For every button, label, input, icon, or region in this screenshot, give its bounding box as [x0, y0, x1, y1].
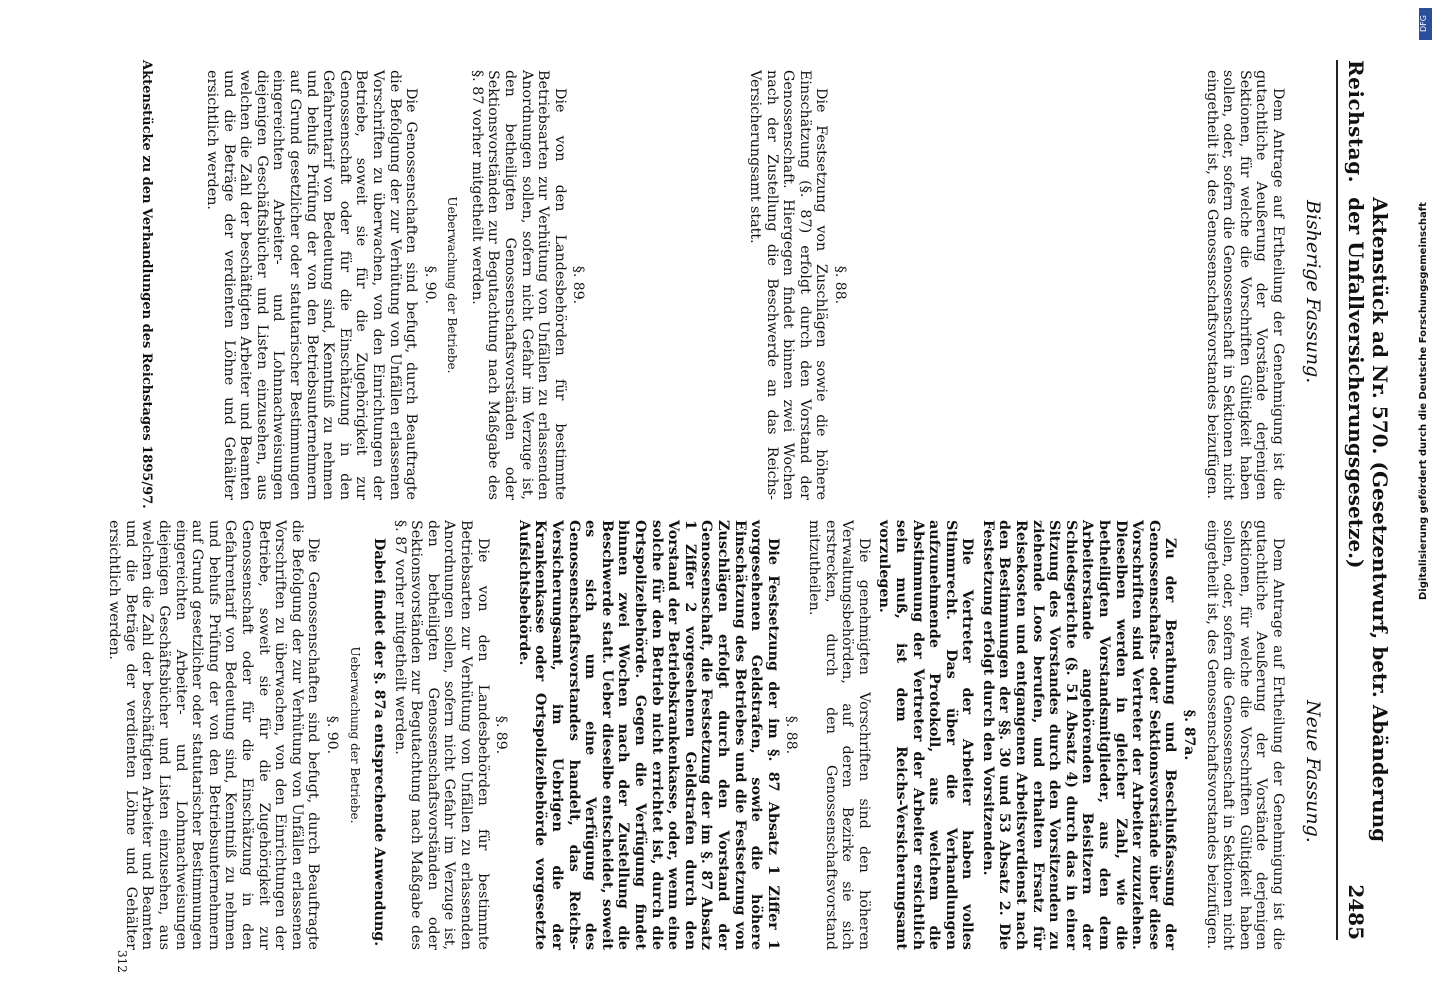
- left-s89-title: §. 89.: [570, 265, 587, 305]
- left-s88-text: Die Festsetzung von Zuschlägen sowie die höhere Einschätzung (§. 87) erfolgt durch den Vorstand der Genossenschaft. Hiergegen findet binnen zwei Wochen nach der Zustellung die Beschwerde an das Reichs-Versicherungsamt statt.: [747, 70, 830, 500]
- right-s89-text2: Dabei findet der §. 87a entsprechende Anwendung.: [371, 538, 388, 947]
- left-column-heading: Bisherige Fassung.: [1302, 200, 1324, 384]
- right-s87a-text3: Die genehmigten Vorschriften sind den höheren Verwaltungsbehörden, auf deren Bezirke sie sich erstrecken, durch den Genossenschaftsvorstand mitzutheilen.: [805, 520, 872, 950]
- left-intro: Dem Antrage auf Ertheilung der Genehmigung ist die gutachtliche Aeußerung der Vorstände derjenigen Sektionen, für welche die Vorschriften Gültigkeit haben sollen, oder, sofern die Genossenschaft in Sektionen nicht eingetheilt ist, des Genossenschaftsvorstandes beizufügen.: [1203, 70, 1286, 500]
- right-s87a-title: §. 87a.: [1181, 709, 1198, 761]
- page-footer: Aktenstücke zu den Verhandlungen des Reichstages 1895/97.: [139, 60, 154, 509]
- right-sub-heading: Ueberwachung der Betriebe.: [347, 646, 362, 824]
- dfg-notice: Digitalisierung gefördert durch die Deutsche Forschungsgemeinschaft: [1418, 202, 1429, 600]
- right-intro: Dem Antrage auf Ertheilung der Genehmigung ist die gutachtliche Aeußerung der Vorstände derjenigen Sektionen, für welche die Vorschriften Gültigkeit haben sollen, oder, sofern die Genossenschaft in Sektionen nicht eingetheilt ist, des Genossenschaftsvorstandes beizufügen.: [1203, 520, 1286, 950]
- right-s87a-text2: Die Vertreter der Arbeiter haben volles Stimmrecht. Das über die Verhandlungen aufzunehmende Protokoll, aus welchem die Abstimmung der Vertreter der Arbeiter ersichtlich sein muß, ist dem Reichs-Versicherungsamt vorzulegen.: [876, 520, 976, 950]
- right-s88-title: §. 88.: [783, 715, 800, 755]
- header-title: Aktenstück ad Nr. 570. (Gesetzentwurf, betr. Abänderung der Unfallversicherungsgesetze.): [1344, 197, 1392, 843]
- right-s90-text: Die Genossenschaften sind befugt, durch Beauftragte die Befolgung der zur Verhütung von Unfällen erlassenen Vorschriften zu überwachen, von den Einrichtungen der Betriebe, soweit sie für die Zugehörigkeit zur Genossenschaft oder für die Einschätzung in den Gefahrentarif von Bedeutung sind, Kenntniß zu nehmen und behufs Prüfung der von den Betriebsunternehmern auf Grund gesetzlicher oder statutarischer Bestimmungen eingereichten Arbeiter- und Lohnnachweisungen diejenigen Geschäftsbücher und Listen einzusehen, aus welchen die Zahl der beschäftigten Arbeiter und Beamten und die Beträge der verdienten Löhne und Gehälter ersichtlich werden.: [106, 520, 322, 950]
- left-column: [199, 70, 1286, 500]
- right-column-heading: Neue Fassung.: [1302, 700, 1324, 843]
- right-column: [102, 520, 1286, 950]
- page-number: 2485: [1344, 884, 1368, 940]
- right-s89-text: Die von den Landesbehörden für bestimmte Betriebsarten zur Verhütung von Unfällen zu erlassenden Anordnungen sollen, sofern nicht Gefahr im Verzuge ist, den betheiligten Genossenschaftsvorständen oder Sektionsvorständen zur Begutachtung nach Maßgabe des §. 87 vorher mitgetheilt werden.: [391, 520, 491, 950]
- page-header: [1336, 60, 1392, 940]
- right-s87a-text: Zu der Berathung und Beschlußfassung der Genossenschafts- oder Sektionsvorstände über diese Vorschriften sind Vertreter der Arbeiter zuzuziehen. Dieselben werden in gleicher Zahl, wie die betheiligten Vorstandsmitglieder, aus den dem Arbeiterstande angehörenden Beisitzern der Schiedsgerichte (§. 51 Absatz 4) durch das in einer Sitzung des Vorstandes durch den Vorsitzenden zu ziehende Loos berufen, und erhalten Ersatz für Reisekosten und entgangenen Arbeitsverdienst nach den Bestimmungen der §§. 30 und 53 Absatz 2. Die Festsetzung erfolgt durch den Vorsitzenden.: [979, 520, 1179, 950]
- right-s88-text: Die Festsetzung der im §. 87 Absatz 1 Ziffer 1 vorgesehenen Geldstrafen, sowie die höhere Einschätzung des Betriebes und die Festsetzung von Zuschlägen erfolgt durch den Vorstand der Genossenschaft, die Festsetzung der im §. 87 Absatz 1 Ziffer 2 vorgesehenen Geldstrafen durch den Vorstand der Betriebskrankenkasse, oder, wenn eine solche für den Betrieb nicht errichtet ist, durch die Ortspolizeibehörde. Gegen die Verfügung findet binnen zwei Wochen nach der Zustellung die Beschwerde statt. Ueber dieselbe entscheidet, soweit es sich um eine Verfügung des Genossenschaftsvorstandes handelt, das Reichs-Versicherungsamt, im Uebrigen die der Krankenkasse oder Ortspolizeibehörde vorgesetzte Aufsichtsbehörde.: [515, 520, 781, 950]
- right-s89-title: §. 89.: [493, 715, 510, 755]
- header-left: Reichstag.: [1344, 60, 1368, 184]
- left-s90-text: Die Genossenschaften sind befugt, durch Beauftragte die Befolgung der zur Verhütung von Unfällen erlassenen Vorschriften zu überwachen, von den Einrichtungen der Betriebe, soweit sie für die Zugehörigkeit zur Genossenschaft oder für die Einschätzung in den Gefahrentarif von Bedeutung sind, Kenntniß zu nehmen und behufs Prüfung der von den Betriebsunternehmern auf Grund gesetzlicher oder statutarischer Bestimmungen eingereichten Arbeiter- und Lohnnachweisungen diejenigen Geschäftsbücher und Listen einzusehen, aus welchen die Zahl der beschäftigten Arbeiter und Beamten und die Beträge der verdienten Löhne und Gehälter ersichtlich werden.: [204, 70, 420, 500]
- printer-sigle: 312: [115, 950, 129, 973]
- left-s88-title: §. 88.: [832, 265, 849, 305]
- left-s89-text: Die von den Landesbehörden für bestimmte Betriebsarten zur Verhütung von Unfällen zu erlassenden Anordnungen sollen, sofern nicht Gefahr im Verzuge ist, den betheiligten Genossenschaftsvorständen oder Sektionsvorständen zur Begutachtung nach Maßgabe des §. 87 vorher mitgetheilt werden.: [468, 70, 568, 500]
- left-sub-heading: Ueberwachung der Betriebe.: [445, 196, 460, 374]
- right-s90-title: §. 90.: [323, 715, 340, 755]
- left-s90-title: §. 90.: [421, 265, 438, 305]
- dfg-logo-icon: DFG: [1419, 8, 1432, 40]
